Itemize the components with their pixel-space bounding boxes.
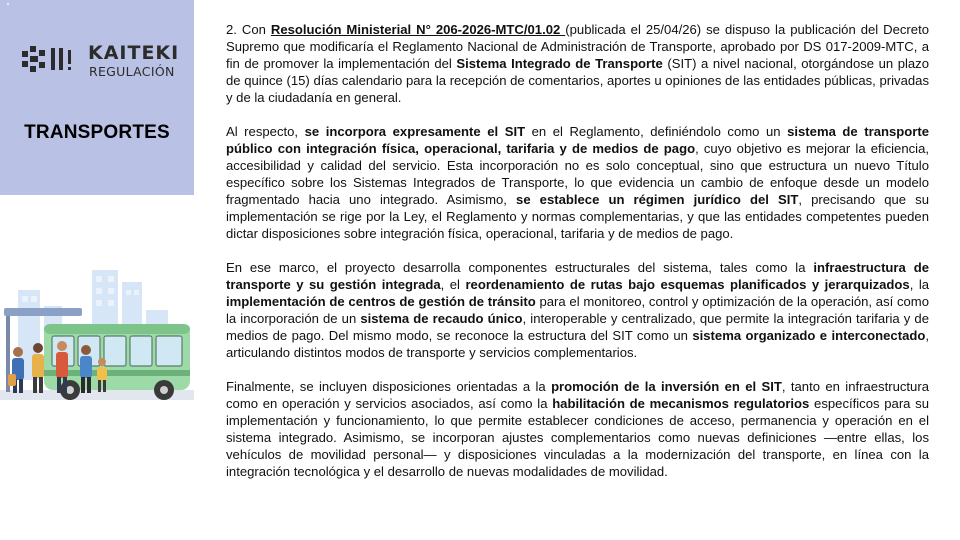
bold-text: sistema organizado e interconectado — [692, 328, 926, 343]
text-run: Al respecto, — [226, 124, 305, 139]
bold-text: habilitación de mecanismos regulatorios — [552, 396, 810, 411]
text-run: En ese marco, el proyecto desarrolla componentes estructurales del sistema, tales como la — [226, 260, 814, 275]
bold-text: reordenamiento de rutas bajo esquemas planificados y jerarquizados — [465, 277, 910, 292]
text-run: Finalmente, se incluyen disposiciones orientadas a la — [226, 379, 552, 394]
resolution-link[interactable]: Resolución Ministerial N° 206-2026-MTC/01.02 — [270, 22, 566, 37]
paragraph — [226, 259, 929, 361]
bold-text: se establece un régimen jurídico del SIT — [516, 192, 799, 207]
kaiteki-logo-icon — [22, 44, 82, 74]
paragraph — [226, 123, 929, 242]
text-run: , tanto en infraestructura como en operación y servicios asociados, así como la — [226, 379, 929, 411]
paragraph — [226, 21, 929, 106]
bold-text: implementación de centros de gestión de tránsito — [226, 294, 536, 309]
text-run: , el — [440, 277, 466, 292]
bold-text: sistema de recaudo único — [360, 311, 523, 326]
brand-subtitle: REGULACIÓN — [89, 64, 175, 79]
text-run: , cuyo objetivo es mejorar la eficiencia, accesibilidad y calidad del servicio. Esta incorporación no es solo conceptual, sino que estructura un nuevo Título específico sobre los Sistemas Integrados de Transporte, lo que evidencia un cambio de enfoque desde un modelo fragmentado hacia uno integrado. Asimismo, — [226, 141, 929, 207]
text-run: en el Reglamento, definiéndolo como un — [525, 124, 788, 139]
text-run: para el monitoreo, control y optimización de la operación, así como la incorporación de un — [226, 294, 929, 326]
text-run: (SIT) a nivel nacional, otorgándose un plazo de quince (15) días calendario para la recepción de comentarios, aportes u opiniones de las entidades públicas, privadas y de la ciudadanía en general. — [226, 56, 930, 105]
text-run: , precisando que su implementación se rige por la Ley, el Reglamento y normas complementarias, y que las entidades competentes pueden dictar disposiciones sobre integración física, operacional, tarifaria y de medios de pago. — [226, 192, 929, 241]
brand-logo — [22, 40, 192, 80]
bold-text: infraestructura de transporte y su gestión integrada — [226, 260, 929, 292]
bus-stop-illustration — [0, 262, 194, 404]
bold-text: se incorpora expresamente el SIT — [304, 124, 526, 139]
text-run: específicos para su implementación y funcionamiento, lo que permite establecer condiciones de acceso, permanencia y operación en el sistema integrado. Asimismo, se incorporan ajustes complementarios como nuevas definiciones —entre ellas, los vehículos de movilidad personal— y disposiciones vinculadas a la modernización del transporte, en línea con la integración tecnológica y el desarrollo de nuevas modalidades de movilidad. — [226, 396, 929, 479]
text-run: , la — [909, 277, 930, 292]
text-run: , interoperable y centralizado, que permite la integración tarifaria y de medios de pago. Del mismo modo, se reconoce la estructura del SIT como un — [226, 311, 929, 343]
text-run: 2. Con — [226, 22, 271, 37]
text-run: , articulando distintos modos de transporte y servicios complementarios. — [226, 328, 929, 360]
article-body — [226, 21, 929, 497]
sidebar-panel — [0, 0, 194, 195]
paragraph — [226, 378, 929, 480]
bold-text: Sistema Integrado de Transporte — [456, 56, 663, 71]
text-run: (publicada el 25/04/26) se dispuso la publicación del Decreto Supremo que modificaría el Reglamento Nacional de Administración de Transporte, aprobado por DS 017-2009-MTC, a fin de promover la implementación del — [226, 22, 929, 71]
bold-text: sistema de transporte público con integración física, operacional, tarifaria y de medios de pago — [226, 124, 929, 156]
section-title: TRANSPORTES — [24, 122, 170, 143]
bold-text: promoción de la inversión en el SIT — [551, 379, 782, 394]
corner-dot — [7, 3, 9, 5]
brand-name: KAITEKI — [88, 42, 180, 64]
